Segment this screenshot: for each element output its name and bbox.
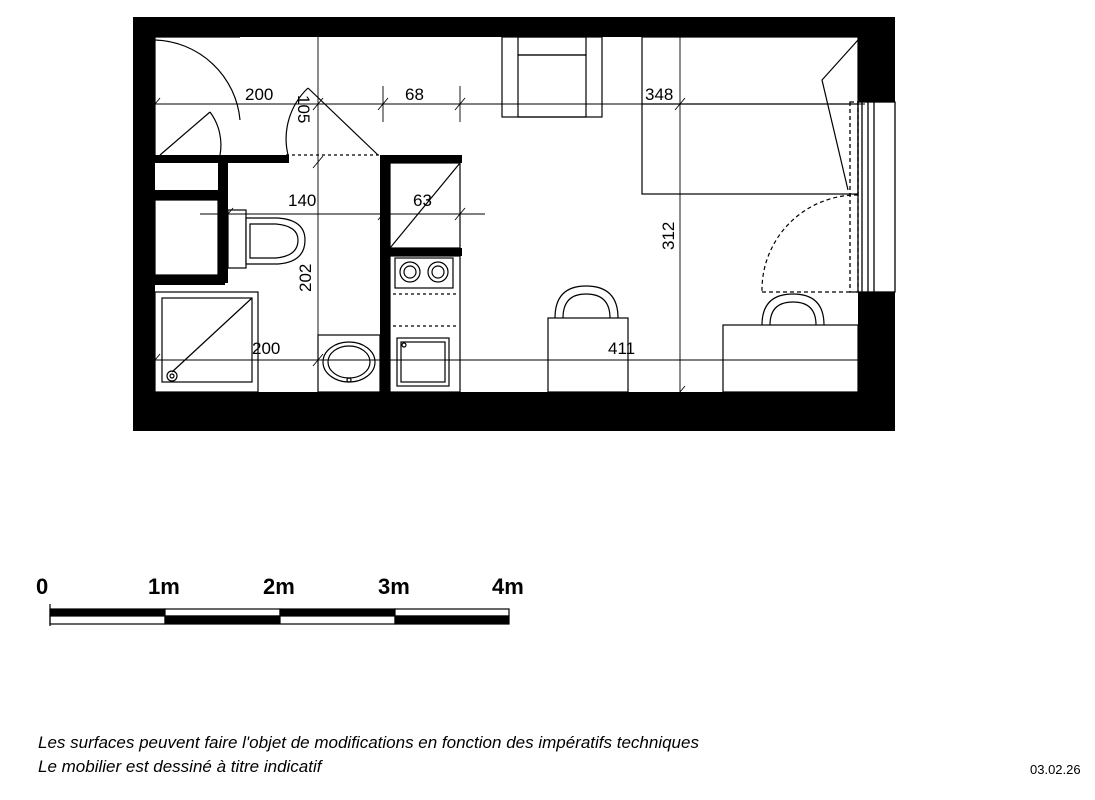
scale-label-2m: 2m [263, 574, 295, 599]
scale-label-4m: 4m [492, 574, 524, 599]
shower [155, 292, 258, 392]
scale-label-0: 0 [36, 574, 49, 599]
window-door-swing [762, 195, 858, 292]
dim-bathroom-depth: 202 [296, 263, 315, 292]
dim-main-room-length: 348 [645, 85, 674, 104]
washbasin [318, 335, 380, 392]
dim-kitchen-width: 63 [413, 191, 432, 210]
dimension-labels [245, 85, 678, 358]
note-surfaces: Les surfaces peuvent faire l'objet de modifications en fonction des impératifs techniques [38, 733, 699, 752]
scale-label-3m: 3m [378, 574, 410, 599]
dim-corridor-width: 200 [245, 85, 274, 104]
dim-closet-width: 68 [405, 85, 424, 104]
toilet [228, 210, 305, 268]
kitchenette [390, 256, 460, 392]
window [850, 102, 895, 292]
armchair [502, 37, 602, 117]
entry-door [155, 37, 240, 155]
desk [723, 294, 858, 392]
dim-main-room-depth: 312 [659, 221, 678, 250]
dim-door-width: 105 [294, 95, 313, 124]
dim-shower-width: 200 [252, 339, 281, 358]
dim-main-room-width: 411 [608, 339, 636, 358]
bed [642, 37, 858, 194]
scale-label-1m: 1m [148, 574, 180, 599]
dim-bathroom-width: 140 [288, 191, 317, 210]
plan-date: 03.02.26 [1030, 762, 1081, 777]
scale-bar [50, 604, 509, 626]
note-furniture: Le mobilier est dessiné à titre indicatif [38, 757, 322, 776]
